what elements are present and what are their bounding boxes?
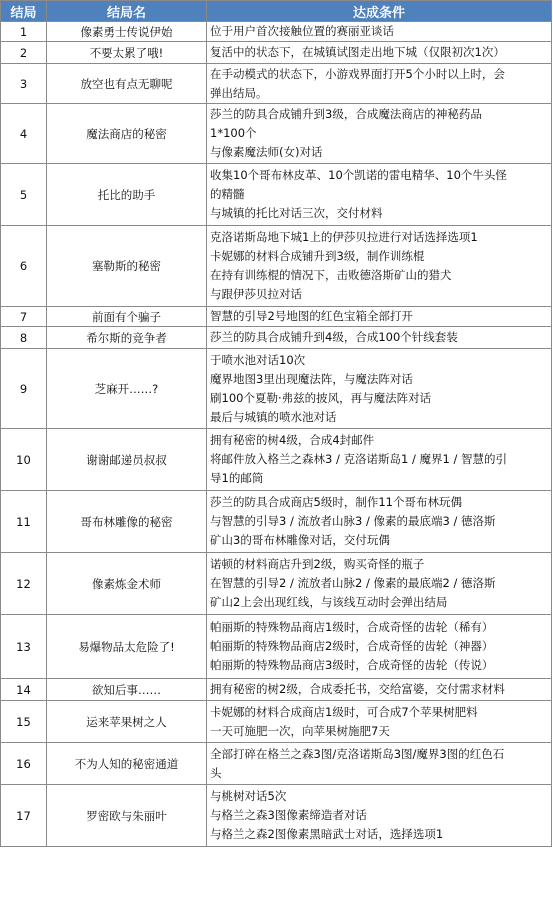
condition-line: 智慧的引导2号地图的红色宝箱全部打开 [210,309,413,323]
condition-line: 与桃树对话5次 [210,789,287,803]
ending-conditions [207,553,552,615]
condition-line: 在手动模式的状态下，小游戏界面打开5个小时以上时，会 [210,66,505,81]
table-row [1,615,552,679]
condition-line: 位于用户首次接触位置的赛丽亚谈话 [210,24,394,38]
ending-name: 托比的助手 [47,164,207,226]
table-row [1,104,552,164]
ending-conditions [207,701,552,743]
table-row [1,679,552,701]
ending-conditions [207,226,552,307]
ending-name: 易爆物品太危险了! [47,615,207,679]
table-row [1,743,552,785]
ending-conditions [207,743,552,785]
ending-conditions [207,327,552,349]
condition-line: 复活中的状态下，在城镇试图走出地下城（仅限初次1次） [210,45,505,59]
table-row [1,226,552,307]
table-row [1,491,552,553]
ending-name: 不为人知的秘密通道 [47,743,207,785]
ending-number: 1 [1,22,47,42]
condition-line: 魔界地图3里出现魔法阵，与魔法阵对话 [210,371,413,386]
condition-line: 克洛诺斯岛地下城1上的伊莎贝拉进行对话选择选项1 [210,230,478,244]
condition-line: 帕丽斯的特殊物品商店3级时，合成奇怪的齿轮（传说） [210,658,494,672]
condition-line: 与城镇的托比对话三次，交付材料 [210,206,383,220]
column-header-ending-name: 结局名 [47,1,207,22]
ending-number: 7 [1,307,47,327]
ending-conditions [207,785,552,847]
condition-line: 与格兰之森2图像素黑暗武士对话，选择选项1 [210,827,444,841]
ending-name: 不要太累了哦! [47,42,207,64]
table-row [1,349,552,429]
condition-line: 的精髓 [210,187,245,201]
ending-conditions [207,22,552,42]
ending-name: 放空也有点无聊呢 [47,64,207,104]
column-header-conditions: 达成条件 [207,1,552,22]
ending-conditions [207,164,552,226]
condition-line: 莎兰的防具合成铺升到3级，合成魔法商店的神秘药品 [210,107,482,121]
ending-name: 芝麻开……? [47,349,207,429]
condition-line: 帕丽斯的特殊物品商店2级时，合成奇怪的齿轮（神器） [210,639,494,653]
ending-number: 10 [1,429,47,491]
ending-number: 13 [1,615,47,679]
ending-number: 12 [1,553,47,615]
ending-name: 魔法商店的秘密 [47,104,207,164]
table-row [1,701,552,743]
condition-line: 与智慧的引导3 / 流放者山脉3 / 像素的最底端3 / 德洛斯 [210,514,496,528]
condition-line: 导1的邮筒 [210,471,264,485]
ending-name: 哥布林雕像的秘密 [47,491,207,553]
condition-line: 卡妮娜的材料合成铺升到3级，制作训练棍 [210,249,425,263]
ending-name: 谢谢邮递员叔叔 [47,429,207,491]
condition-line: 拥有秘密的树4级，合成4封邮件 [210,433,375,447]
ending-conditions [207,491,552,553]
ending-name: 运来苹果树之人 [47,701,207,743]
ending-name: 塞勒斯的秘密 [47,226,207,307]
condition-line: 拥有秘密的树2级，合成委托书，交给富婆，交付需求材料 [210,682,505,696]
table-row [1,327,552,349]
table-row [1,429,552,491]
condition-line: 刷100个夏勒·弗兹的披风，再与魔法阵对话 [210,390,432,405]
ending-number: 11 [1,491,47,553]
condition-line: 于喷水池对话10次 [210,352,306,367]
condition-line: 诺顿的材料商店升到2级，购买奇怪的瓶子 [210,557,425,571]
condition-line: 将邮件放入格兰之森林3 / 克洛诺斯岛1 / 魔界1 / 智慧的引 [210,452,508,466]
ending-number: 15 [1,701,47,743]
ending-number: 9 [1,349,47,429]
ending-number: 17 [1,785,47,847]
ending-name: 前面有个骗子 [47,307,207,327]
condition-line: 与跟伊莎贝拉对话 [210,287,302,301]
ending-conditions [207,615,552,679]
ending-number: 5 [1,164,47,226]
table-row [1,164,552,226]
ending-conditions [207,104,552,164]
table-row [1,64,552,104]
table-header-row [1,1,552,22]
condition-line: 莎兰的防具合成铺升到4级，合成100个针线套装 [210,330,458,344]
condition-line: 矿山3的哥布林雕像对话，交付玩偶 [210,533,390,547]
ending-name: 像素炼金术师 [47,553,207,615]
ending-conditions [207,64,552,104]
ending-conditions [207,349,552,429]
condition-line: 与像素魔法师(女)对话 [210,145,323,159]
condition-line: 最后与城镇的喷水池对话 [210,409,337,424]
ending-name: 像素勇士传说伊始 [47,22,207,42]
ending-number: 2 [1,42,47,64]
condition-line: 帕丽斯的特殊物品商店1级时，合成奇怪的齿轮（稀有） [210,620,494,634]
ending-name: 希尔斯的竞争者 [47,327,207,349]
table-row [1,307,552,327]
condition-line: 在智慧的引导2 / 流放者山脉2 / 像素的最底端2 / 德洛斯 [210,576,496,590]
condition-line: 卡妮娜的材料合成商店1级时，可合成7个苹果树肥料 [210,704,478,719]
condition-line: 弹出结局。 [210,85,268,100]
condition-line: 与格兰之森3图像素缔造者对话 [210,808,367,822]
ending-name: 罗密欧与朱丽叶 [47,785,207,847]
table-row [1,785,552,847]
ending-conditions [207,42,552,64]
condition-line: 收集10个哥布林皮革、10个凯诺的雷电精华、10个牛头怪 [210,168,507,182]
ending-number: 3 [1,64,47,104]
column-header-ending-number: 结局 [1,1,47,22]
condition-line: 头 [210,765,222,780]
ending-name: 欲知后事…… [47,679,207,701]
ending-conditions [207,307,552,327]
ending-number: 16 [1,743,47,785]
condition-line: 矿山2上会出现红线，与该线互动时会弹出结局 [210,595,448,609]
condition-line: 1*100个 [210,126,257,140]
condition-line: 莎兰的防具合成商店5级时，制作11个哥布林玩偶 [210,495,462,509]
ending-number: 6 [1,226,47,307]
condition-line: 在持有训练棍的情况下，击败德洛斯矿山的猎犬 [210,268,452,282]
ending-number: 4 [1,104,47,164]
ending-number: 8 [1,327,47,349]
table-row [1,42,552,64]
condition-line: 全部打碎在格兰之森3图/克洛诺斯岛3图/魔界3图的红色石 [210,746,505,761]
table-row [1,22,552,42]
ending-number: 14 [1,679,47,701]
ending-conditions [207,429,552,491]
condition-line: 一天可施肥一次，向苹果树施肥7天 [210,723,390,738]
ending-conditions [207,679,552,701]
table-row [1,553,552,615]
